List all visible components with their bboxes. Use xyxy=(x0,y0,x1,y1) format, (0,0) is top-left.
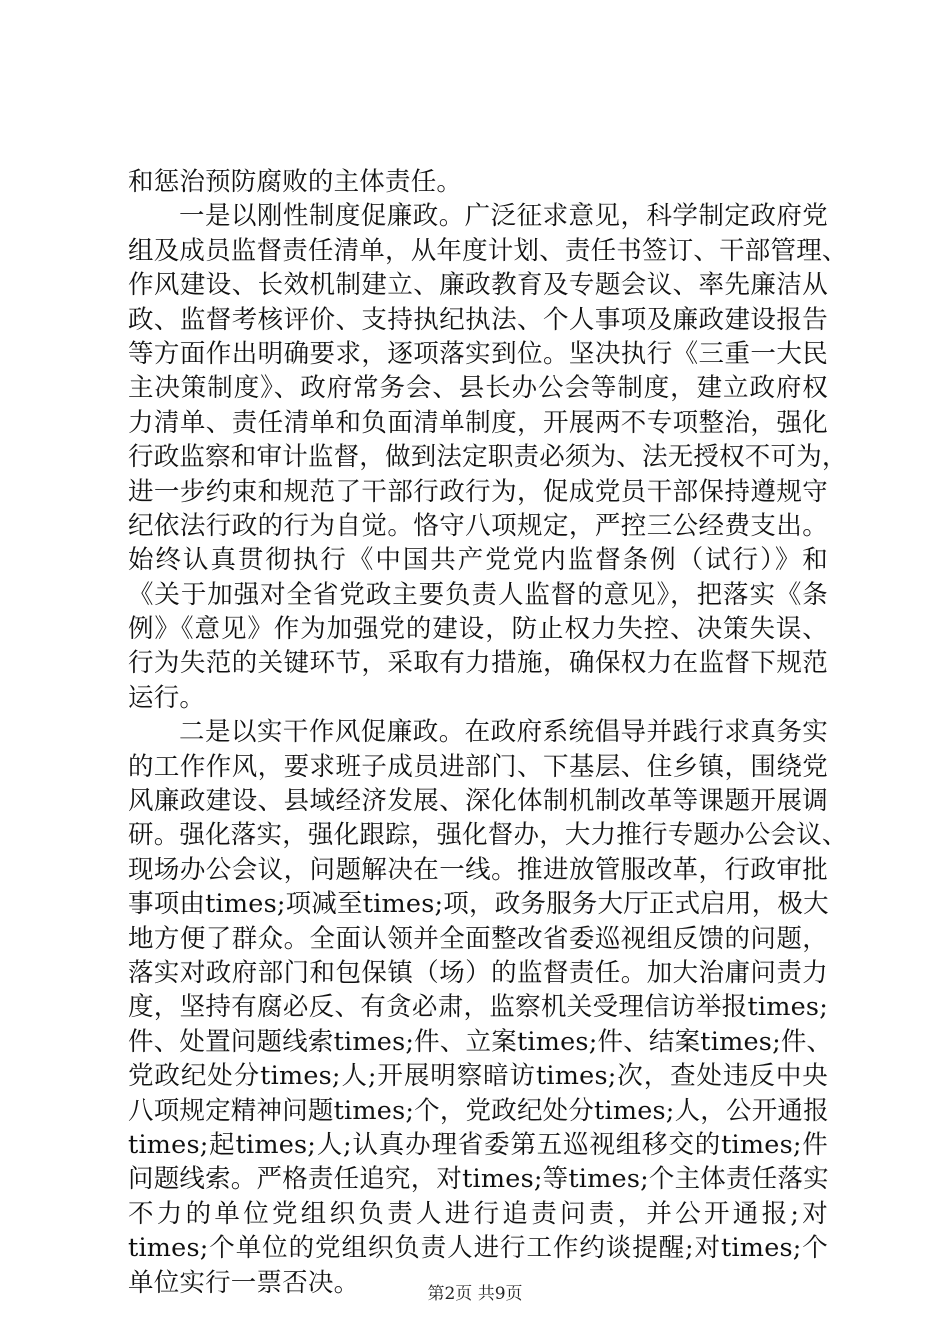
text-line: 问题线索。严格责任追究，对times;等times;个主体责任落实 xyxy=(128,1164,829,1195)
text-line: 事项由times;项减至times;项，政务服务大厅正式启用，极大 xyxy=(128,889,829,920)
text-line: 力清单、责任清单和负面清单制度，开展两不专项整治，强化 xyxy=(128,407,828,438)
text-line: 纪依法行政的行为自觉。恪守八项规定，严控三公经费支出。 xyxy=(128,510,828,541)
text-line: 党政纪处分times;人;开展明察暗访times;次，查处违反中央 xyxy=(128,1061,828,1092)
text-line: times;起times;人;认真办理省委第五巡视组移交的times;件 xyxy=(128,1129,828,1160)
text-line: 行政监察和审计监督，做到法定职责必须为、法无授权不可为， xyxy=(128,442,848,473)
text-line: 运行。 xyxy=(128,682,206,713)
text-line: 政、监督考核评价、支持执纪执法、个人事项及廉政建设报告 xyxy=(128,304,828,335)
text-line: 主决策制度》、政府常务会、县长办公会等制度，建立政府权 xyxy=(128,373,828,404)
text-line: 一是以刚性制度促廉政。广泛征求意见，科学制定政府党 xyxy=(179,201,828,232)
text-line: times;个单位的党组织负责人进行工作约谈提醒;对times;个 xyxy=(128,1233,828,1264)
body-text xyxy=(128,165,848,1300)
text-line: 和惩治预防腐败的主体责任。 xyxy=(128,167,463,197)
text-line: 进一步约束和规范了干部行政行为，促成党员干部保持遵规守 xyxy=(128,476,828,507)
text-line: 现场办公会议，问题解决在一线。推进放管服改革，行政审批 xyxy=(128,854,828,885)
text-line: 等方面作出明确要求，逐项落实到位。坚决执行《三重一大民 xyxy=(128,338,828,369)
text-line: 例》《意见》作为加强党的建设，防止权力失控、决策失误、 xyxy=(128,614,828,645)
text-line: 《关于加强对全省党政主要负责人监督的意见》，把落实《条 xyxy=(128,579,828,610)
text-line: 组及成员监督责任清单，从年度计划、责任书签订、干部管理、 xyxy=(128,235,848,266)
text-line: 研。强化落实，强化跟踪，强化督办，大力推行专题办公会议、 xyxy=(128,820,848,851)
text-line: 八项规定精神问题times;个，党政纪处分times;人，公开通报 xyxy=(128,1095,829,1126)
text-line: 行为失范的关键环节，采取有力措施，确保权力在监督下规范 xyxy=(128,648,828,679)
text-line: 始终认真贯彻执行《中国共产党党内监督条例（试行）》和 xyxy=(128,545,828,576)
text-line: 不力的单位党组织负责人进行追责问责，并公开通报;对 xyxy=(128,1198,828,1229)
page-footer: 第2页 共9页 xyxy=(427,1284,523,1304)
text-line: 地方便了群众。全面认领并全面整改省委巡视组反馈的问题， xyxy=(128,923,828,954)
text-line: 风廉政建设、县域经济发展、深化体制机制改革等课题开展调 xyxy=(128,786,828,817)
text-line: 落实对政府部门和包保镇（场）的监督责任。加大治庸问责力 xyxy=(128,957,828,988)
text-line: 度，坚持有腐必反、有贪必肃，监察机关受理信访举报times; xyxy=(128,992,828,1023)
text-line: 单位实行一票否决。 xyxy=(128,1267,360,1298)
text-line: 件、处置问题线索times;件、立案times;件、结案times;件、 xyxy=(128,1026,833,1057)
text-line: 二是以实干作风促廉政。在政府系统倡导并践行求真务实 xyxy=(179,717,828,748)
text-line: 的工作作风，要求班子成员进部门、下基层、住乡镇，围绕党 xyxy=(128,751,828,782)
text-line: 作风建设、长效机制建立、廉政教育及专题会议、率先廉洁从 xyxy=(128,270,828,301)
